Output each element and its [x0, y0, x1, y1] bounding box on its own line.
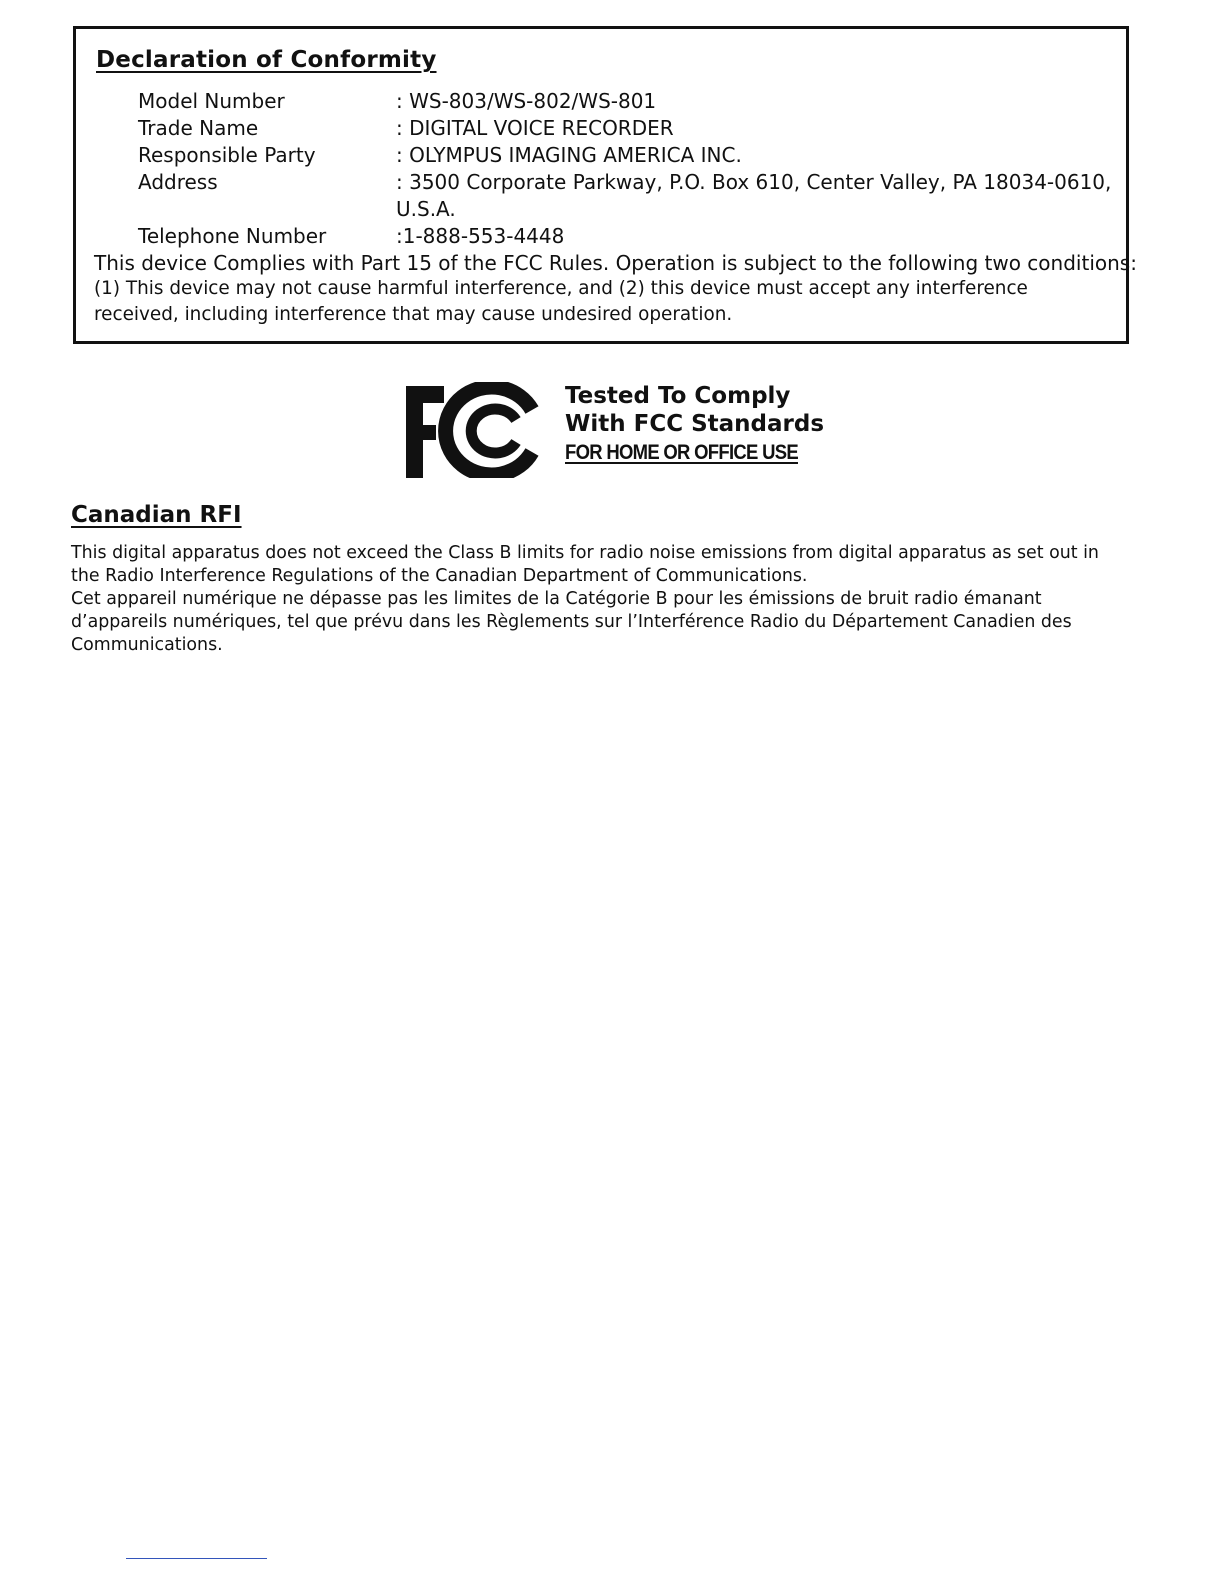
compliance-line-3: received, including interference that may cause undesired operation. — [94, 304, 733, 325]
address-label: Address — [138, 170, 218, 194]
responsible-party-row — [138, 142, 742, 169]
rfi-line-4: d’appareils numériques, tel que prévu dans les Règlements sur l’Interférence Radio du Département Canadien des — [71, 612, 1072, 632]
rfi-line-3: Cet appareil numérique ne dépasse pas les limites de la Catégorie B pour les émissions de bruit radio émanant — [71, 589, 1042, 609]
model-number-value: : WS-803/WS-802/WS-801 — [396, 89, 657, 113]
trade-name-row — [138, 115, 674, 142]
rfi-line-1: This digital apparatus does not exceed the Class B limits for radio noise emissions from digital apparatus as set out in — [71, 543, 1099, 563]
fcc-line-home-office: FOR HOME OR OFFICE USE — [565, 441, 798, 464]
fcc-line-standards: With FCC Standards — [565, 411, 825, 437]
declaration-box — [73, 26, 1137, 344]
address-row — [138, 169, 1111, 223]
trade-name-value: : DIGITAL VOICE RECORDER — [396, 116, 674, 140]
telephone-value: :1-888-553-4448 — [396, 224, 565, 248]
compliance-line-2: (1) This device may not cause harmful interference, and (2) this device must accept any interference — [94, 278, 1028, 299]
fcc-line-tested: Tested To Comply — [565, 383, 791, 409]
rfi-line-2: the Radio Interference Regulations of the Canadian Department of Communications. — [71, 566, 808, 586]
rfi-line-5: Communications. — [71, 635, 223, 655]
canadian-rfi-title: Canadian RFI — [71, 502, 242, 528]
compliance-line-1: This device Complies with Part 15 of the FCC Rules. Operation is subject to the following two conditions: — [94, 251, 1137, 275]
address-value: : 3500 Corporate Parkway, P.O. Box 610, Center Valley, PA 18034-0610, U.S.A. — [396, 170, 1112, 221]
model-number-label: Model Number — [138, 89, 285, 113]
model-number-row — [138, 88, 656, 115]
telephone-label: Telephone Number — [138, 224, 327, 248]
telephone-row — [138, 223, 564, 250]
responsible-party-label: Responsible Party — [138, 143, 316, 167]
responsible-party-value: : OLYMPUS IMAGING AMERICA INC. — [396, 143, 742, 167]
footer-divider — [126, 1558, 267, 1559]
fcc-statement — [565, 382, 830, 468]
declaration-title: Declaration of Conformity — [96, 47, 437, 73]
trade-name-label: Trade Name — [138, 116, 259, 140]
fcc-logo-icon — [404, 382, 544, 478]
